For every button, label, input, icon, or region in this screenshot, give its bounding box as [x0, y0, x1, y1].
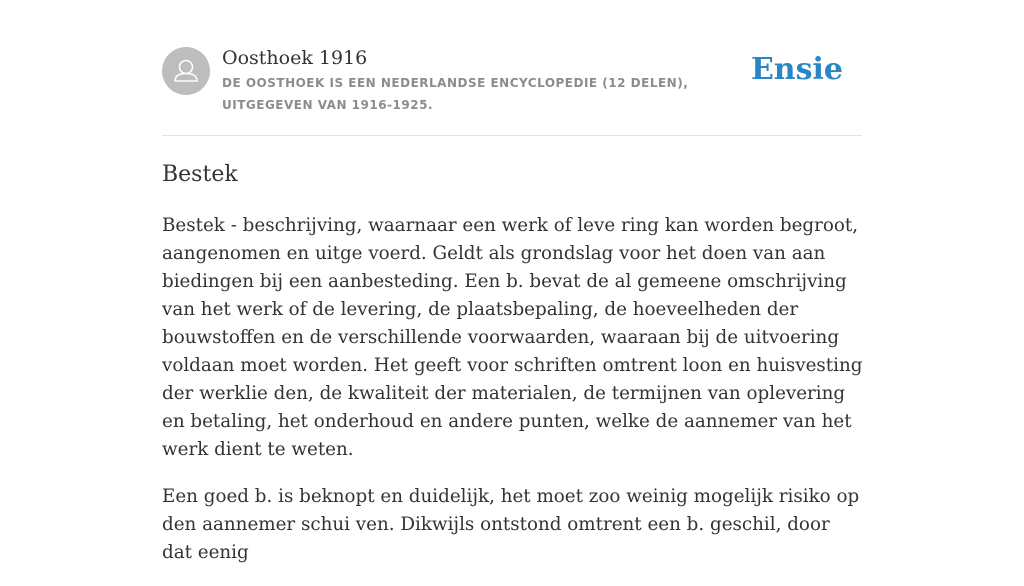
user-icon: [162, 47, 210, 95]
entry-title: Bestek: [162, 162, 238, 187]
entry-paragraph: Bestek - beschrijving, waarnaar een werk of leve ring kan worden begroot, aangenomen en uitge voerd. Geldt als grondslag voor het doen van aan biedingen bij een aanbesteding. Een b. bevat de al gemeene omschrijving van het werk of de levering, de plaatsbepaling, de hoeveelheden der bouwstoffen en de verschillende voorwaarden, waaraan bij de uitvoering voldaan moet worden. Het geeft voor schriften omtrent loon en huisvesting der werklie den, de kwaliteit der materialen, de termijnen van oplevering en betaling, het onderhoud en andere punten, welke de aannemer van het werk dient te weten.: [162, 215, 863, 460]
brand-logo[interactable]: Ensie: [750, 52, 843, 87]
source-avatar[interactable]: [162, 47, 210, 95]
source-header: [162, 46, 862, 136]
source-title[interactable]: Oosthoek 1916: [222, 47, 368, 69]
entry-body: [162, 212, 864, 586]
entry-paragraph: Een goed b. is beknopt en duidelijk, het moet zoo weinig mogelijk risiko op den aannemer schui ven. Dikwijls ontstond omtrent een b. geschil, door dat eenig: [162, 486, 860, 563]
header-divider: [162, 135, 862, 136]
source-description: DE OOSTHOEK IS EEN NEDERLANDSE ENCYCLOPEDIE (12 DELEN), UITGEGEVEN VAN 1916-1925.: [222, 76, 689, 112]
